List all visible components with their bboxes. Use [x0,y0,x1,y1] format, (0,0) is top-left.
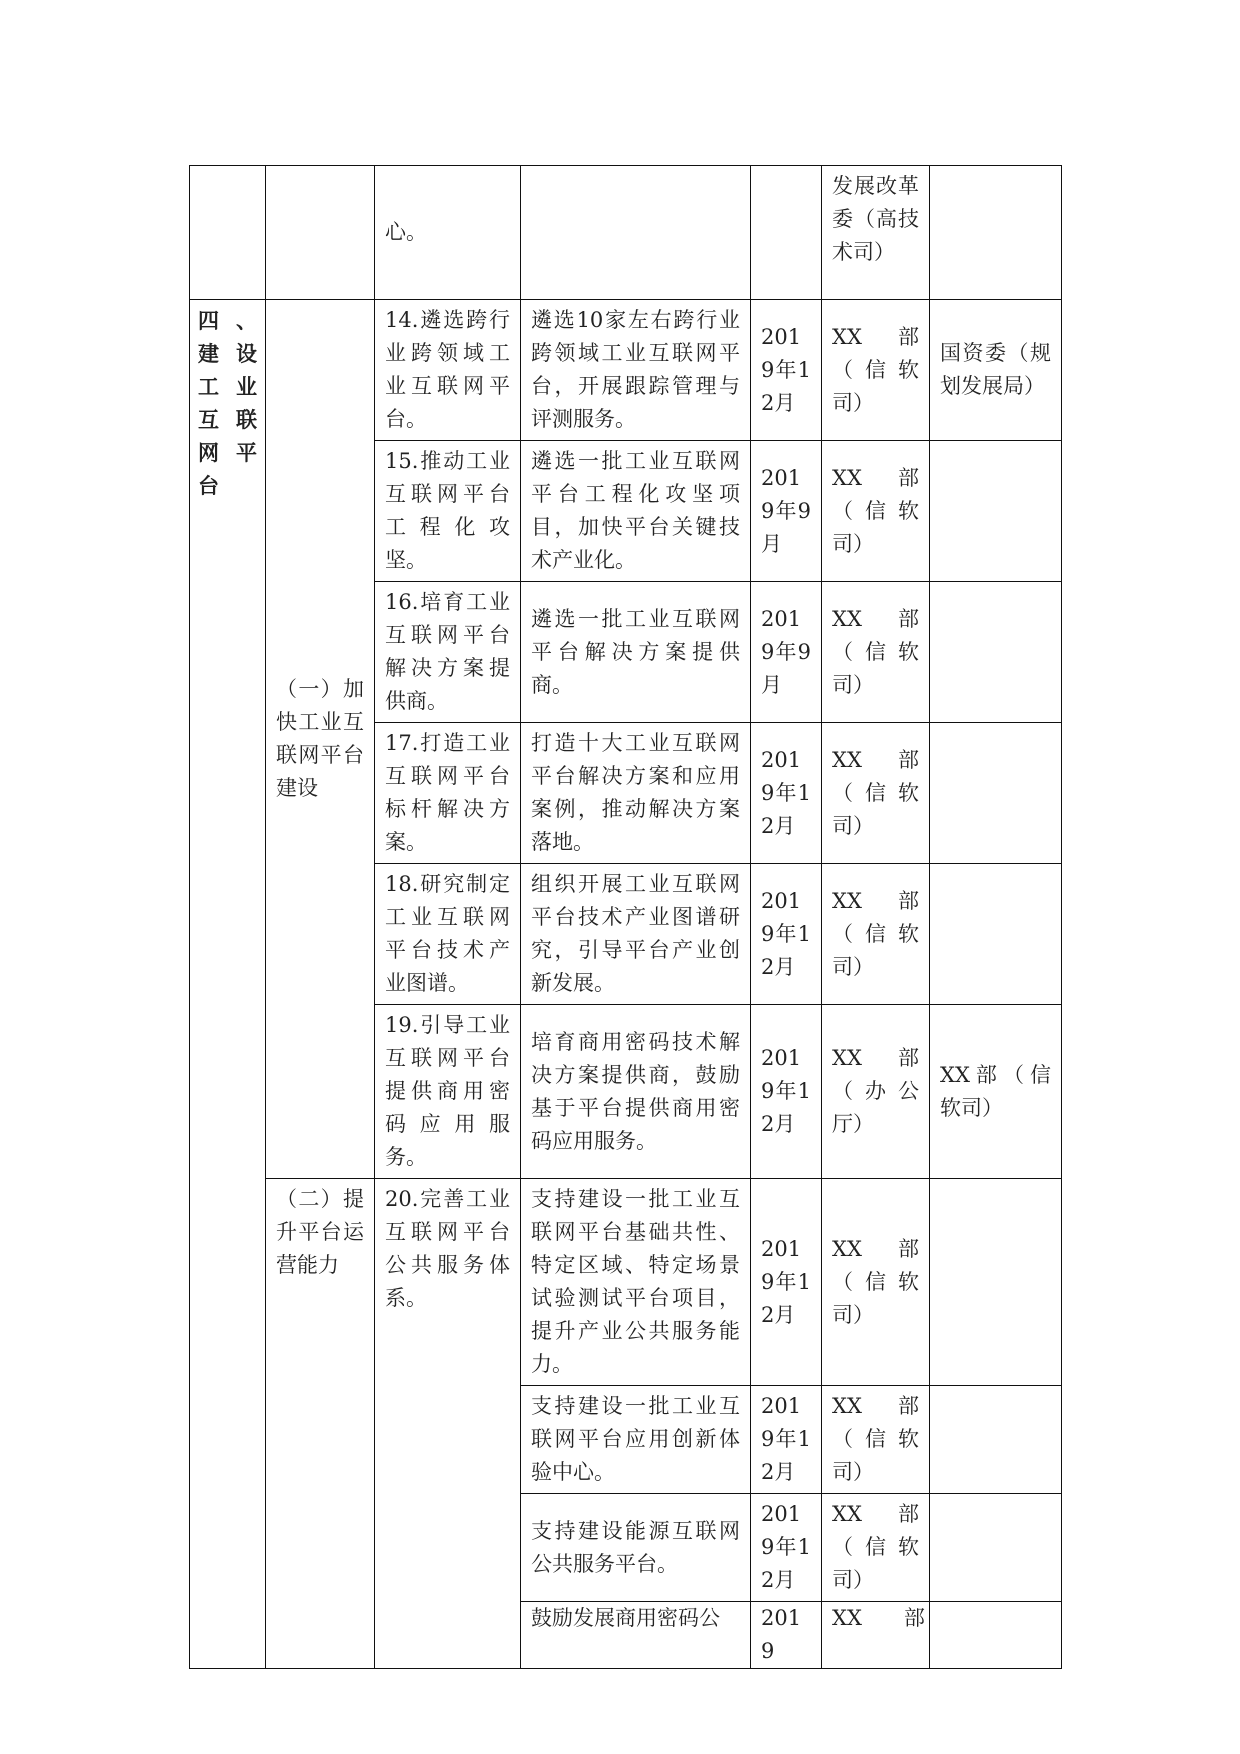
coop-dept-cell [930,441,1062,582]
date-cell: 2019年9月 [751,582,822,723]
coop-dept-cell: XX部（信软司） [930,1005,1062,1179]
measure-cell: 遴选一批工业互联网平台解决方案提供商。 [521,582,751,723]
task-cell: 19.引导工业互联网平台提供商用密码应用服务。 [375,1005,521,1179]
coop-dept-cell [930,1494,1062,1602]
measure-cell: 遴选一批工业互联网平台工程化攻坚项目，加快平台关键技术产业化。 [521,441,751,582]
table-row [190,166,1062,300]
lead-dept-cell: XX 部 [822,1602,930,1669]
task-table [189,165,1062,1669]
section-title: 四、建设工业互联网平台 [190,300,266,1669]
lead-dept-cell: XX部（信软司） [822,864,930,1005]
group-cell [266,166,375,300]
lead-dept-cell: XX部（信软司） [822,1179,930,1386]
section-cell [190,166,266,300]
coop-dept-cell [930,166,1062,300]
measure-cell: 支持建设能源互联网公共服务平台。 [521,1494,751,1602]
measure-cell: 鼓励发展商用密码公 [521,1602,751,1669]
lead-dept-cell: XX部（信软司） [822,582,930,723]
coop-dept-cell [930,864,1062,1005]
measure-cell: 打造十大工业互联网平台解决方案和应用案例，推动解决方案落地。 [521,723,751,864]
lead-dept-cell: XX部（信软司） [822,1494,930,1602]
task-cell: 16.培育工业互联网平台解决方案提供商。 [375,582,521,723]
coop-dept-cell [930,582,1062,723]
measure-cell: 培育商用密码技术解决方案提供商，鼓励基于平台提供商用密码应用服务。 [521,1005,751,1179]
task-cell: 心。 [375,166,521,300]
date-cell [751,166,822,300]
lead-dept-cell: XX部（信软司） [822,441,930,582]
measure-cell: 支持建设一批工业互联网平台基础共性、特定区域、特定场景试验测试平台项目，提升产业公共服务能力。 [521,1179,751,1386]
date-cell: 2019年12月 [751,1494,822,1602]
measure-cell [521,166,751,300]
coop-dept-cell [930,723,1062,864]
lead-dept-cell: 发展改革委（高技术司） [822,166,930,300]
table-row [190,1179,1062,1386]
lead-dept-cell: XX部（信软司） [822,723,930,864]
lead-dept-cell: XX部（信软司） [822,300,930,441]
group-title: （二）提升平台运营能力 [266,1179,375,1669]
lead-dept-cell: XX部（办公厅） [822,1005,930,1179]
task-cell: 15.推动工业互联网平台工程化攻坚。 [375,441,521,582]
coop-dept-cell: 国资委（规划发展局） [930,300,1062,441]
measure-cell: 支持建设一批工业互联网平台应用创新体验中心。 [521,1386,751,1494]
coop-dept-cell [930,1386,1062,1494]
date-cell: 2019年12月 [751,1005,822,1179]
date-cell: 2019年12月 [751,1179,822,1386]
coop-dept-cell [930,1179,1062,1386]
date-cell: 2019年12月 [751,1386,822,1494]
task-cell: 17.打造工业互联网平台标杆解决方案。 [375,723,521,864]
date-cell: 2019年12月 [751,864,822,1005]
date-cell: 2019年12月 [751,723,822,864]
measure-cell: 遴选10家左右跨行业跨领域工业互联网平台，开展跟踪管理与评测服务。 [521,300,751,441]
task-cell: 14.遴选跨行业跨领域工业互联网平台。 [375,300,521,441]
date-cell: 2019年9月 [751,441,822,582]
group-title: （一）加快工业互联网平台建设 [266,300,375,1179]
measure-cell: 组织开展工业互联网平台技术产业图谱研究，引导平台产业创新发展。 [521,864,751,1005]
date-cell: 2019年12月 [751,300,822,441]
coop-dept-cell [930,1602,1062,1669]
task-cell: 18.研究制定工业互联网平台技术产业图谱。 [375,864,521,1005]
table-row [190,300,1062,441]
task-cell: 20.完善工业互联网平台公共服务体系。 [375,1179,521,1669]
lead-dept-cell: XX部（信软司） [822,1386,930,1494]
date-cell: 2019 [751,1602,822,1669]
